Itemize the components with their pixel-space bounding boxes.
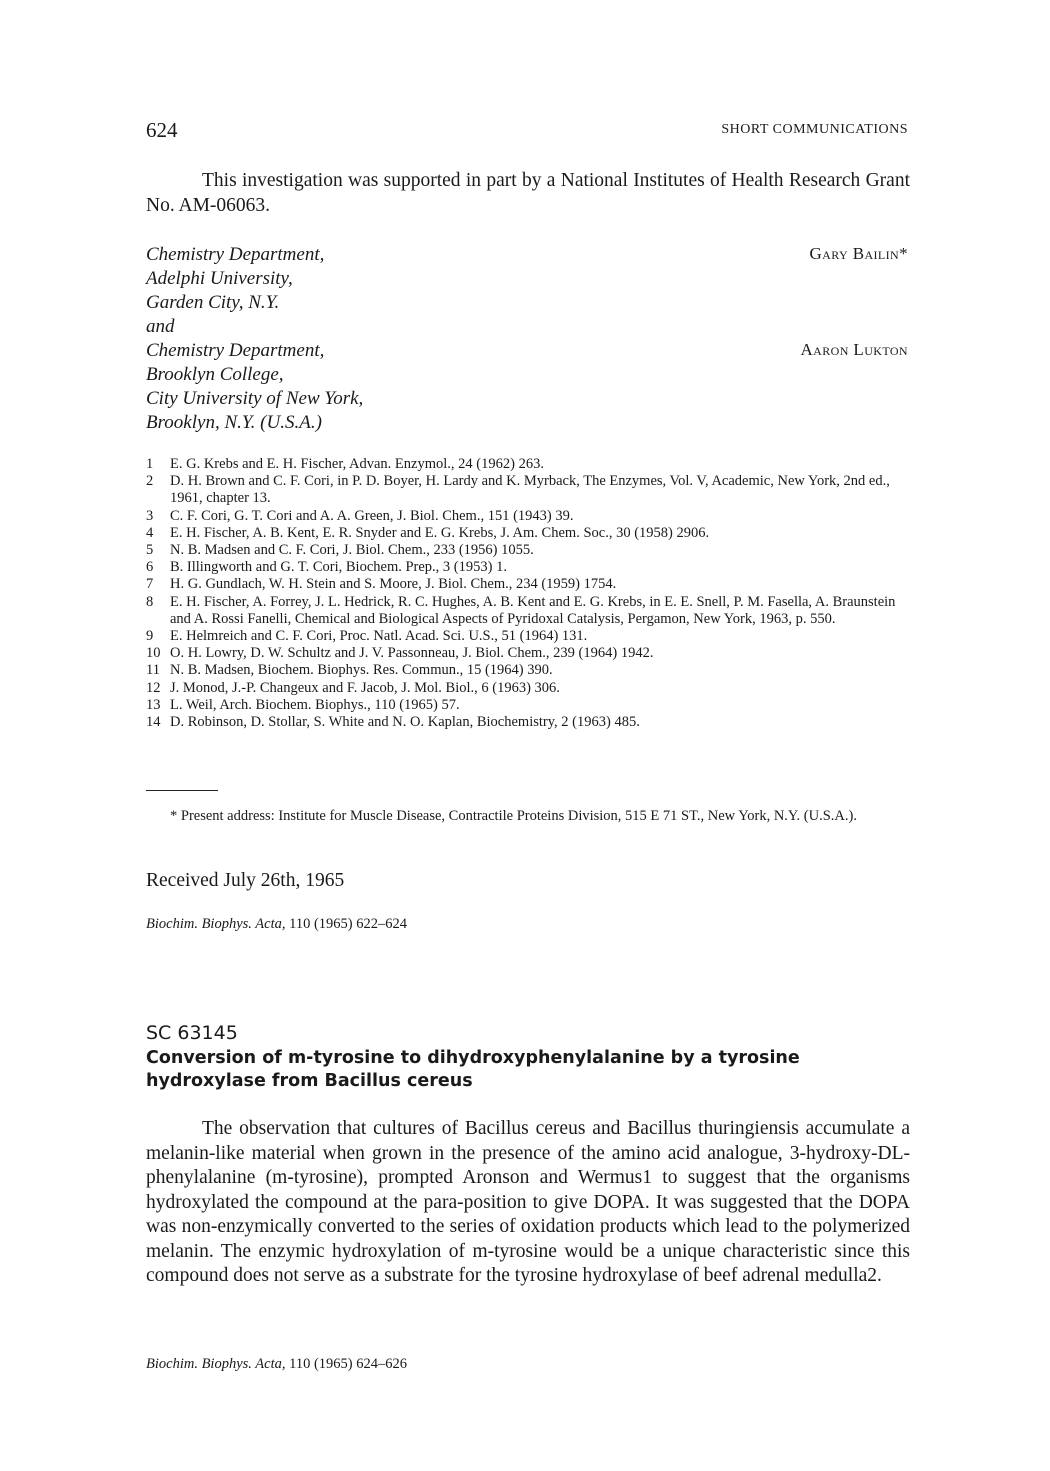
reference-item [146,645,910,662]
reference-number: 5 [146,542,154,559]
reference-text: B. Illingworth and G. T. Cori, Biochem. Prep., 3 (1953) 1. [170,559,507,576]
reference-item [146,714,910,731]
article-title-line: Conversion of m-tyrosine to dihydroxyphenylalanine by a tyrosine [146,1048,800,1068]
reference-number: 14 [146,714,161,731]
received-date: Received July 26th, 1965 [146,870,345,891]
citation-journal: Biochim. Biophys. Acta, [146,916,286,932]
reference-text: N. B. Madsen and C. F. Cori, J. Biol. Chem., 233 (1956) 1055. [170,542,534,559]
reference-text: J. Monod, J.-P. Changeux and F. Jacob, J. Mol. Biol., 6 (1963) 306. [170,679,560,696]
reference-text: D. H. Brown and C. F. Cori, in P. D. Boyer, H. Lardy and K. Myrback, The Enzymes, Vol. V, Academic, New York, 2nd ed., 1961, chapter 13. [170,473,890,507]
page-number: 624 [146,118,178,142]
running-head: SHORT COMMUNICATIONS [721,122,908,137]
reference-number: 13 [146,696,161,713]
journal-citation [146,1356,407,1373]
reference-number: 2 [146,473,154,490]
journal-citation [146,916,407,933]
reference-text: E. H. Fischer, A. Forrey, J. L. Hedrick, R. C. Hughes, A. B. Kent and E. G. Krebs, in E. E. Snell, P. M. Fasella, A. Braunstein and A. Rossi Fanelli, Chemical and Biological Aspects of Pyridoxal Catalysis, Pergamon, New York, 1963, p. 550. [170,593,896,627]
reference-item [146,508,910,525]
reference-text: C. F. Cori, G. T. Cori and A. A. Green, J. Biol. Chem., 151 (1943) 39. [170,507,574,524]
footnote-rule [146,790,218,791]
reference-item [146,456,910,473]
affiliation-line: Adelphi University, [146,268,293,289]
reference-number: 6 [146,559,154,576]
citation-details: 110 (1965) 622–624 [289,916,407,932]
reference-item [146,576,910,593]
article-code: SC 63145 [146,1022,238,1044]
reference-number: 1 [146,456,154,472]
affiliation-line: City University of New York, [146,388,364,409]
reference-text: O. H. Lowry, D. W. Schultz and J. V. Passonneau, J. Biol. Chem., 239 (1964) 1942. [170,645,654,662]
affiliation-line: Brooklyn, N.Y. (U.S.A.) [146,412,322,433]
affiliation-line: and [146,316,175,337]
reference-item [146,628,910,645]
acknowledgement-paragraph: This investigation was supported in part by a National Institutes of Health Research Grant No. AM-06063. [146,170,910,216]
reference-item [146,542,910,559]
reference-text: E. G. Krebs and E. H. Fischer, Advan. Enzymol., 24 (1962) 263. [170,456,544,472]
affiliation-line: Chemistry Department, [146,340,325,361]
reference-number: 11 [146,662,160,679]
reference-number: 12 [146,679,161,696]
affiliation-line: Chemistry Department, [146,244,325,265]
reference-item [146,525,910,542]
reference-number: 3 [146,507,154,524]
reference-item [146,594,910,628]
citation-details: 110 (1965) 624–626 [289,1356,407,1372]
author-name: Aaron Lukton [800,340,908,359]
reference-text: E. Helmreich and C. F. Cori, Proc. Natl. Acad. Sci. U.S., 51 (1964) 131. [170,628,588,645]
reference-number: 7 [146,576,154,593]
reference-text: D. Robinson, D. Stollar, S. White and N. O. Kaplan, Biochemistry, 2 (1963) 485. [170,714,640,731]
article-title [146,1047,846,1093]
reference-number: 9 [146,628,154,645]
reference-text: H. G. Gundlach, W. H. Stein and S. Moore, J. Biol. Chem., 234 (1959) 1754. [170,576,617,593]
author-name: Gary Bailin* [809,244,908,263]
article-title-line: hydroxylase from Bacillus cereus [146,1071,473,1091]
reference-number: 4 [146,524,154,541]
reference-number: 8 [146,593,154,610]
affiliation-line: Brooklyn College, [146,364,284,385]
reference-item [146,473,910,507]
reference-text: E. H. Fischer, A. B. Kent, E. R. Snyder and E. G. Krebs, J. Am. Chem. Soc., 30 (1958) 2906. [170,524,710,541]
reference-text: N. B. Madsen, Biochem. Biophys. Res. Commun., 15 (1964) 390. [170,662,553,679]
reference-number: 10 [146,645,161,662]
reference-item [146,680,910,697]
reference-item [146,697,910,714]
reference-item [146,559,910,576]
article-body-paragraph: The observation that cultures of Bacillus cereus and Bacillus thuringiensis accumulate a melanin-like material when grown in the presence of the amino acid analogue, 3-hydroxy-DL-phenylalanine (m-tyrosine), prompted Aronson and Wermus1 to suggest that the organisms hydroxylated the compound at the para-position to give DOPA. It was suggested that the DOPA was non-enzymically converted to the series of oxidation products which lead to the polymerized melanin. The enzymic hydroxylation of m-tyrosine would be a unique characteristic since this compound does not serve as a substrate for the tyrosine hydroxylase of beef adrenal medulla2. [146,1118,910,1286]
reference-item [146,662,910,679]
citation-journal: Biochim. Biophys. Acta, [146,1356,286,1372]
reference-text: L. Weil, Arch. Biochem. Biophys., 110 (1965) 57. [170,696,460,713]
affiliation-line: Garden City, N.Y. [146,292,280,313]
footnote: * Present address: Institute for Muscle Disease, Contractile Proteins Division, 515 E 71 ST., New York, N.Y. (U.S.A.). [170,808,857,824]
reference-list [146,456,910,731]
